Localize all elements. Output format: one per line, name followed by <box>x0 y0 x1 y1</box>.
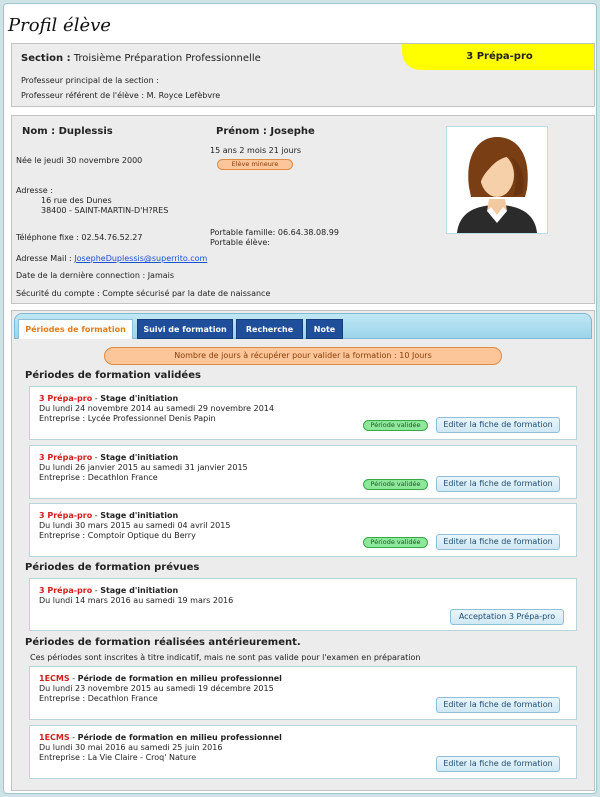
validated-badge: Période validée <box>363 537 428 548</box>
validated-badge: Période validée <box>363 479 428 490</box>
email-link[interactable]: JosepheDuplessis@superrito.com <box>74 254 208 263</box>
training-card <box>29 503 577 557</box>
accept-prepa-pro-button[interactable]: Acceptation 3 Prépa-pro <box>450 609 564 625</box>
training-card <box>29 386 577 440</box>
section-heading <box>21 53 261 64</box>
class-code: 3 Prépa-pro <box>39 394 93 403</box>
lastname-label: Nom : <box>22 126 56 137</box>
referent-value: M. Royce Lefèbvre <box>146 91 221 100</box>
edit-training-sheet-button[interactable]: Editer la fiche de formation <box>436 476 560 492</box>
class-code: 1ECMS <box>39 674 70 683</box>
tab-note[interactable]: Note <box>306 319 343 339</box>
days-to-recover-banner: Nombre de jours à récupérer pour valider la formation : 10 Jours <box>104 347 502 365</box>
address-line1: 16 rue des Dunes <box>41 196 112 205</box>
mobile-family-label: Portable famille: <box>210 228 276 237</box>
training-dates: Du lundi 30 mai 2016 au samedi 25 juin 2016 <box>39 743 223 752</box>
section-panel <box>11 43 595 107</box>
firstname-row <box>216 126 315 137</box>
lastname-value: Duplessis <box>58 126 113 137</box>
training-company: Entreprise : Comptoir Optique du Berry <box>39 531 196 540</box>
edit-training-sheet-button[interactable]: Editer la fiche de formation <box>436 417 560 433</box>
page <box>3 3 597 794</box>
tab-suivi-formation[interactable]: Suivi de formation <box>137 319 233 339</box>
main-teacher-label: Professeur principal de la section : <box>21 76 159 85</box>
training-company: Entreprise : Decathlon France <box>39 473 158 482</box>
address-line2: 38400 - SAINT-MARTIN-D'H?RES <box>41 206 169 215</box>
validated-group-title: Périodes de formation validées <box>25 370 201 381</box>
class-code: 3 Prépa-pro <box>39 453 93 462</box>
tab-bar <box>14 313 592 339</box>
birth-date: Née le jeudi 30 novembre 2000 <box>16 156 143 165</box>
security-value: Compte sécurisé par la date de naissance <box>102 289 271 298</box>
training-dates: Du lundi 23 novembre 2015 au samedi 19 décembre 2015 <box>39 684 274 693</box>
section-badge: 3 Prépa-pro <box>402 43 595 70</box>
section-label: Section : <box>21 53 71 64</box>
firstname-label: Prénom : <box>216 126 267 137</box>
training-type: Stage d'initiation <box>100 586 179 595</box>
phone-row <box>16 233 142 242</box>
training-card <box>29 578 577 631</box>
training-type: Période de formation en milieu professionnel <box>77 674 282 683</box>
page-title: Profil élève <box>8 15 111 36</box>
main-teacher-row <box>21 76 159 85</box>
female-avatar-icon <box>447 127 547 233</box>
training-company: Entreprise : La Vie Claire - Croq' Nature <box>39 753 197 762</box>
edit-training-sheet-button[interactable]: Editer la fiche de formation <box>436 697 560 713</box>
phone-value: 02.54.76.52.27 <box>81 233 143 242</box>
training-company: Entreprise : Lycée Professionnel Denis Papin <box>39 414 216 423</box>
last-login-label: Date de la dernière connection : <box>16 271 146 280</box>
training-dates: Du lundi 14 mars 2016 au samedi 19 mars 2016 <box>39 596 234 605</box>
edit-training-sheet-button[interactable]: Editer la fiche de formation <box>436 756 560 772</box>
previous-group-note: Ces périodes sont inscrites à titre indicatif, mais ne sont pas valide pour l'examen en préparation <box>30 653 421 662</box>
student-panel <box>11 115 595 304</box>
class-code: 1ECMS <box>39 733 70 742</box>
minor-badge: Elève mineure <box>217 159 293 170</box>
card-head: 3 Prépa-pro - Stage d'initiation <box>39 586 179 595</box>
mobile-family-value: 06.64.38.08.99 <box>277 228 339 237</box>
email-label: Adresse Mail : <box>16 254 72 263</box>
card-head: 3 Prépa-pro - Stage d'initiation <box>39 453 179 462</box>
training-type: Période de formation en milieu professionnel <box>77 733 282 742</box>
tab-recherche[interactable]: Recherche <box>236 319 303 339</box>
training-card <box>29 445 577 499</box>
training-type: Stage d'initiation <box>100 453 179 462</box>
lastname-row <box>22 126 113 137</box>
mobile-family-row <box>210 228 339 237</box>
training-dates: Du lundi 30 mars 2015 au samedi 04 avril 2015 <box>39 521 231 530</box>
address-label: Adresse : <box>16 186 53 195</box>
referent-row <box>21 91 220 100</box>
mobile-student-row <box>210 238 270 247</box>
class-code: 3 Prépa-pro <box>39 511 93 520</box>
card-head: 1ECMS - Période de formation en milieu professionnel <box>39 733 282 742</box>
last-login-value: Jamais <box>147 271 175 280</box>
training-type: Stage d'initiation <box>100 394 179 403</box>
security-label: Sécurité du compte : <box>16 289 100 298</box>
training-dates: Du lundi 24 novembre 2014 au samedi 29 novembre 2014 <box>39 404 274 413</box>
phone-label: Téléphone fixe : <box>16 233 79 242</box>
planned-group-title: Périodes de formation prévues <box>25 562 200 573</box>
training-dates: Du lundi 26 janvier 2015 au samedi 31 janvier 2015 <box>39 463 248 472</box>
tabs-panel <box>11 310 595 791</box>
security-row <box>16 289 270 298</box>
mobile-student-label: Portable élève: <box>210 238 270 247</box>
student-photo <box>446 126 548 234</box>
card-head: 3 Prépa-pro - Stage d'initiation <box>39 511 179 520</box>
training-type: Stage d'initiation <box>100 511 179 520</box>
card-head: 1ECMS - Période de formation en milieu professionnel <box>39 674 282 683</box>
last-login-row <box>16 271 174 280</box>
firstname-value: Josephe <box>270 126 315 137</box>
previous-group-title: Périodes de formation réalisées antérieurement. <box>25 637 301 648</box>
section-name: Troisième Préparation Professionnelle <box>73 53 261 64</box>
training-card <box>29 666 577 720</box>
training-company: Entreprise : Decathlon France <box>39 694 158 703</box>
card-head: 3 Prépa-pro - Stage d'initiation <box>39 394 179 403</box>
age: 15 ans 2 mois 21 jours <box>210 146 302 155</box>
validated-badge: Période validée <box>363 420 428 431</box>
training-card <box>29 725 577 779</box>
edit-training-sheet-button[interactable]: Editer la fiche de formation <box>436 534 560 550</box>
class-code: 3 Prépa-pro <box>39 586 93 595</box>
tab-periodes-formation[interactable]: Périodes de formation <box>18 319 133 339</box>
referent-label: Professeur référent de l'élève : <box>21 91 145 100</box>
email-row <box>16 254 207 263</box>
